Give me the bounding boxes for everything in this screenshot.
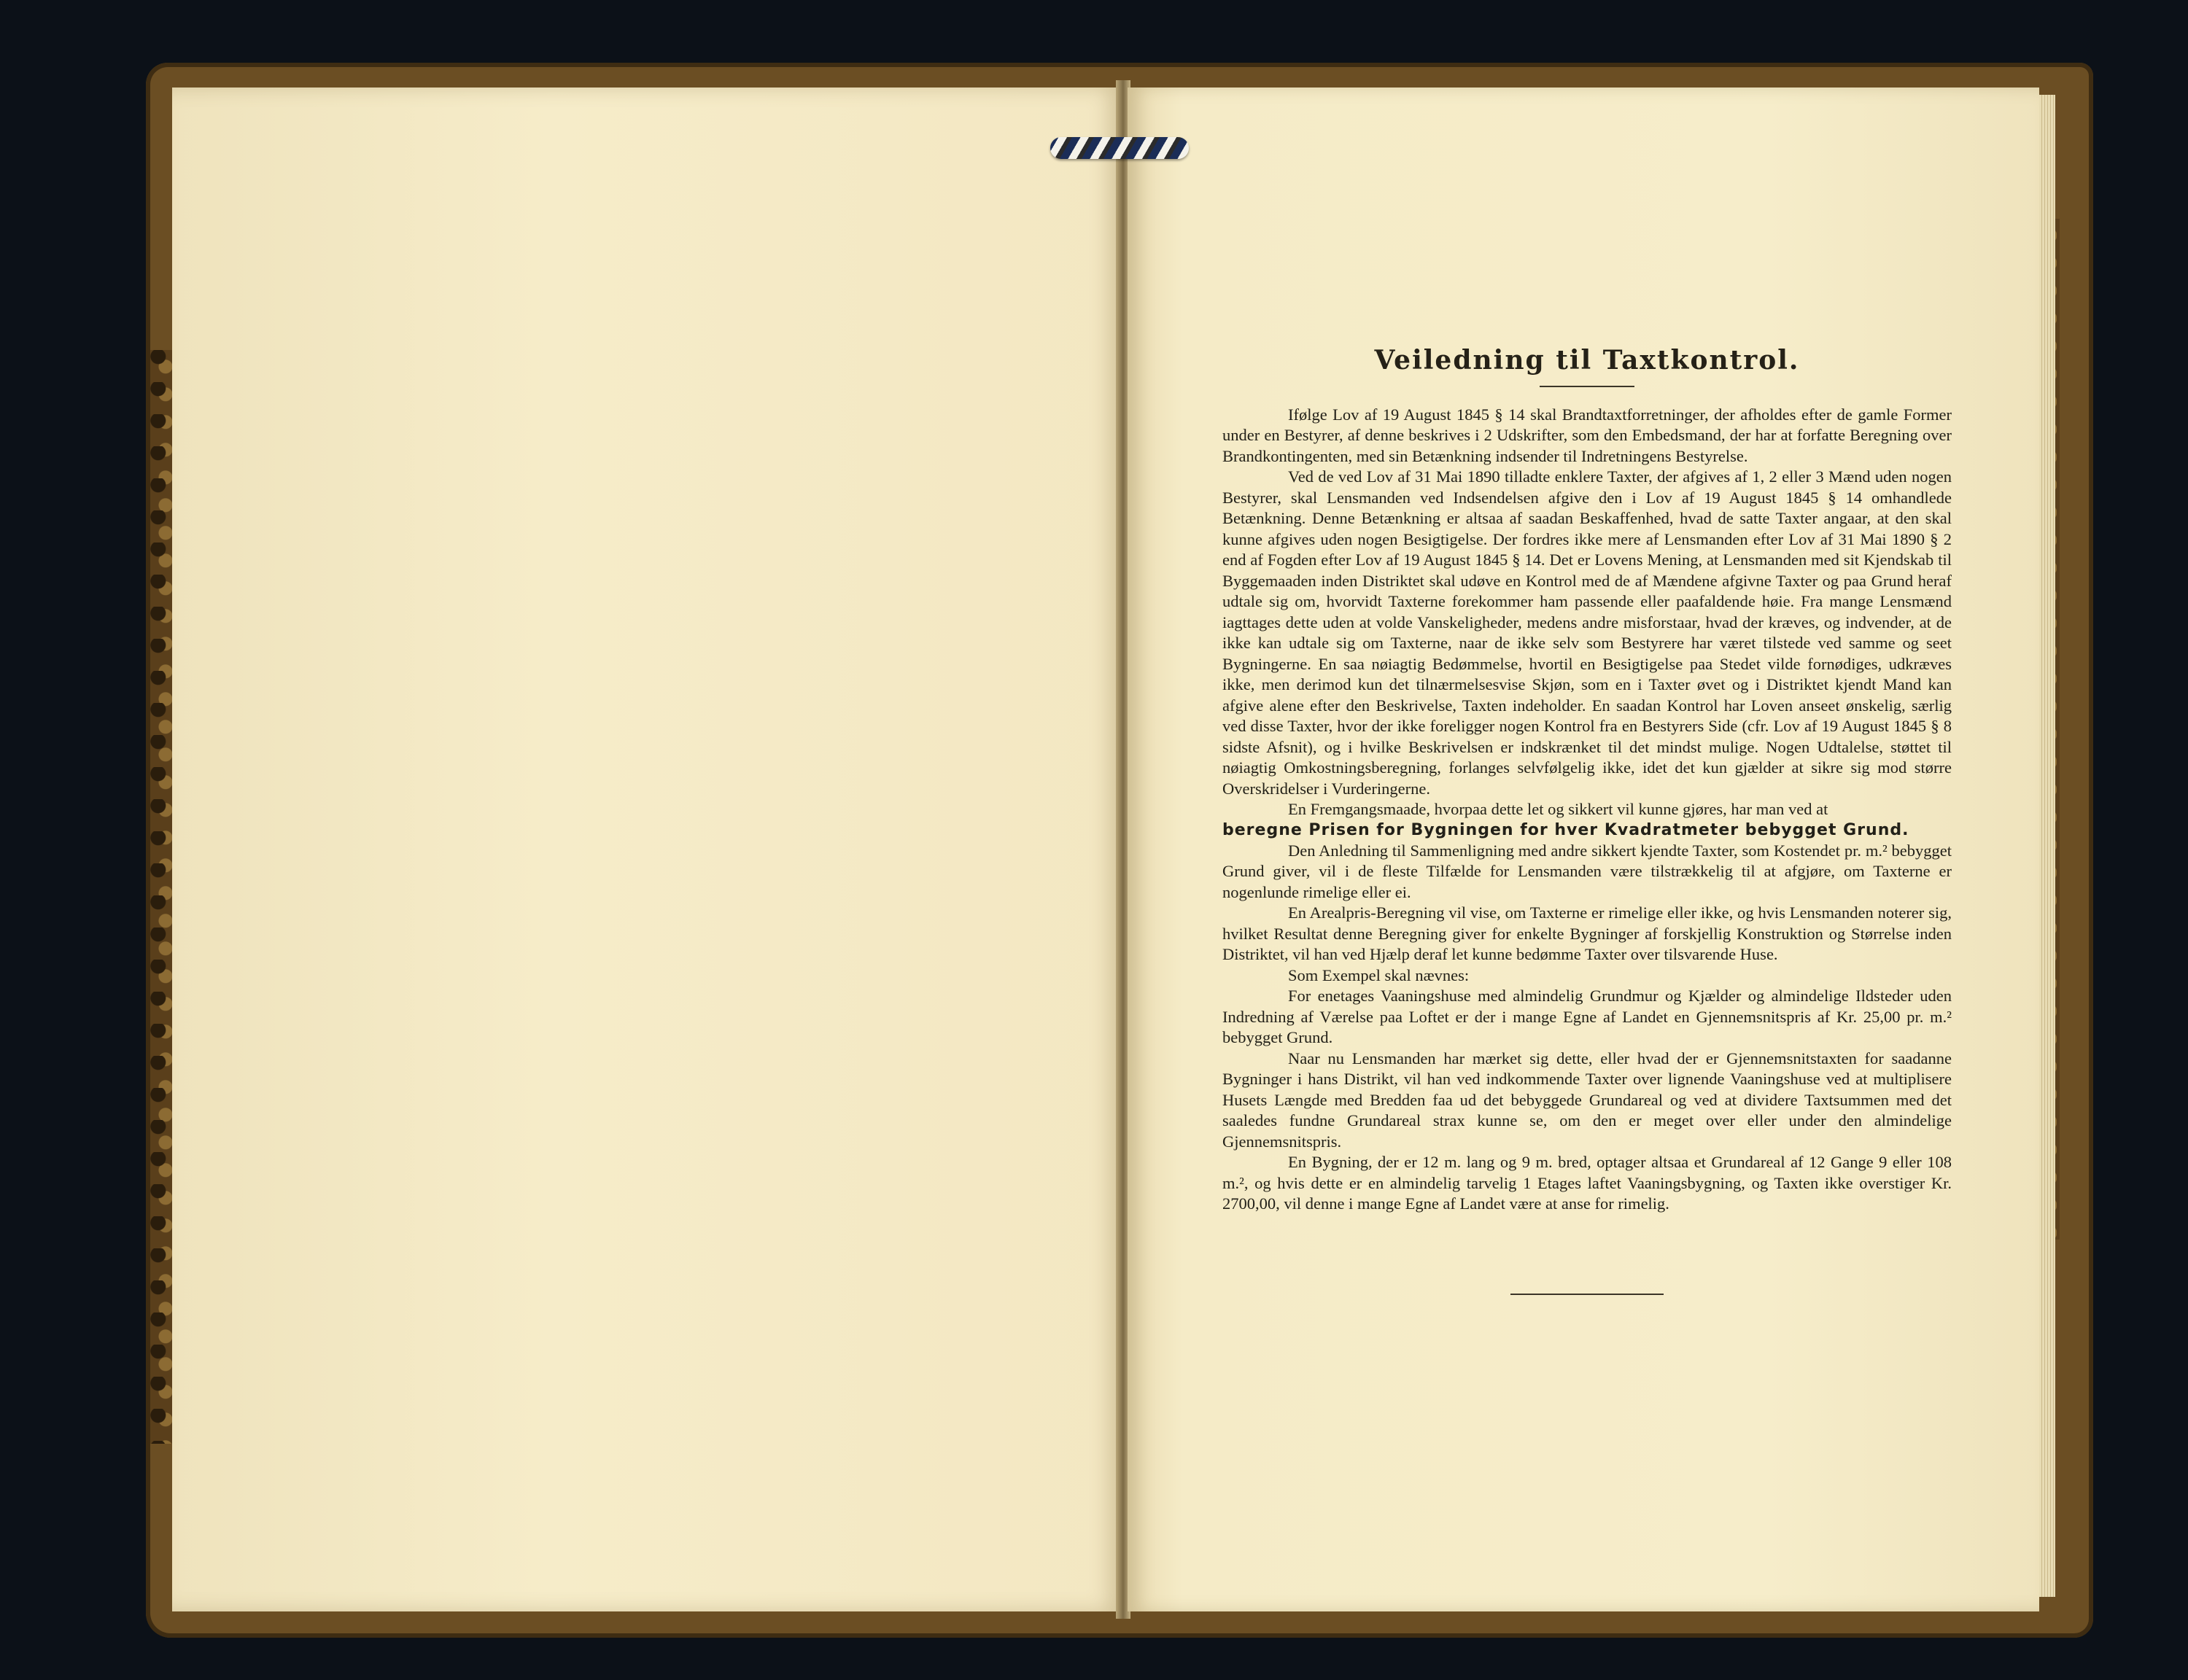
paragraph-8: Naar nu Lensmanden har mærket sig dette, eller hvad der er Gjennemsnitstaxten for saadanne Bygninger i hans Distrikt, vil han ved indkommende Taxter over lignende Vaaningshuse ved at multiplisere Husets Længde med Bredden faa ud det bebyggede Grundareal og ved at dividere Taxtsummen med det saaledes fundne Grundareal strax kunne se, om den er meget over eller under den almindelige Gjennemsnitspris.: [1222, 1049, 1952, 1151]
guidance-text: [1222, 345, 1952, 1295]
paragraph-4: Den Anledning til Sammenligning med andre sikkert kjendte Taxter, som Kostendet pr. m.² bebygget Grund giver, vil i de fleste Tilfælde for Lensmanden være tilstrækkelig til at afgjøre, om Taxterne er nogenlunde rimelige eller ei.: [1222, 841, 1952, 901]
page-edges: [2039, 95, 2055, 1597]
paragraph-5: En Arealpris-Beregning vil vise, om Taxterne er rimelige eller ikke, og hvis Lensmanden noterer sig, hvilket Resultat denne Beregning giver for enkelte Bygninger af forskjellig Konstruktion og Størrelse inden Distriktet, vil han ved Hjælp deraf let kunne bedømme Taxter over tilsvarende Huse.: [1222, 903, 1952, 963]
left-page-bleedthrough: [172, 88, 1122, 1611]
title-rule: [1540, 386, 1634, 387]
paragraph-6: Som Exempel skal nævnes:: [1288, 965, 1470, 984]
left-page: [172, 88, 1122, 1611]
page-title: Veiledning til Taxtkontrol.: [1374, 345, 1800, 376]
emphasis-line: beregne Prisen for Bygningen for hver Kvadratmeter bebygget Grund.: [1222, 820, 1909, 839]
paragraph-1: Ifølge Lov af 19 August 1845 § 14 skal Brandtaxtforretninger, der afholdes efter de gamle Former under en Bestyrer, af denne beskrives i 2 Udskrifter, som den Embedsmand, der har at forfatte Beregning over Brandkontingenten, med sin Betænkning indsender til Indretningens Bestyrelse.: [1222, 405, 1952, 465]
paragraph-3: En Fremgangsmaade, hvorpaa dette let og sikkert vil kunne gjøres, har man ved at: [1288, 800, 1828, 818]
paragraph-7: For enetages Vaaningshuse med almindelig Grundmur og Kjælder og almindelige Ildsteder uden Indredning af Værelse paa Loftet er der i mange Egne af Landet en Gjennemsnitspris af Kr. 25,00 pr. m.² bebygget Grund.: [1222, 987, 1952, 1046]
right-page: [1128, 88, 2039, 1611]
paragraph-2: Ved de ved Lov af 31 Mai 1890 tilladte enklere Taxter, der afgives af 1, 2 eller 3 Mænd uden nogen Bestyrer, skal Lensmanden ved Indsendelsen afgive den i Lov af 19 August 1845 § 14 omhandlede Betænkning. Denne Betænkning er altsaa af saadan Beskaffenhed, hvad de satte Taxter angaar, at den skal kunne afgives uden nogen Besigtigelse. Der fordres ikke mere af Lensmanden efter Lov af 31 Mai 1890 § 2 end af Fogden efter Lov af 19 August 1845 § 14. Det er Lovens Mening, at Lensmanden med sit Kjendskab til Byggemaaden inden Distriktet skal udøve en Kontrol med de af Mændene afgivne Taxter og paa Grund heraf udtale sig om, hvorvidt Taxterne forekommer ham passende eller paafaldende høie. Fra mange Lensmænd iagttages dette uden at volde Vanskeligheder, medens andre misforstaar, hvad der kræves, og indvender, at de ikke kan udtale sig om Taxterne, naar de ikke selv som Bestyrere har været tilstede ved samme og seet Bygningerne. En saa nøiagtig Bedømmelse, hvortil en Besigtigelse paa Stedet vilde fornødiges, udkræves ikke, men derimod kun det tilnærmelsesvise Skjøn, som en i Taxter øvet og i Distriktet kjendt Mand kan afgive alene efter den Beskrivelse, Taxten indeholder. En saadan Kontrol har Loven anseet ønskelig, særlig ved disse Taxter, hvor der ikke foreligger nogen Kontrol fra en Bestyrers Side (cfr. Lov af 19 August 1845 § 8 sidste Afsnit), og i hvilke Beskrivelsen er indskrænket til det mindst mulige. Nogen Udtalelse, støttet til nøiagtig Omkostningsberegning, forlanges selvfølgelig ikke, idet det kun gjælder at sikre sig mod større Overskridelser i Vurderingerne.: [1222, 467, 1952, 798]
paragraph-9: En Bygning, der er 12 m. lang og 9 m. bred, optager altsaa et Grundareal af 12 Gange 9 eller 108 m.², og hvis dette er en almindelig tarvelig 1 Etages laftet Vaaningsbygning, og Taxten ikke overstiger Kr. 2700,00, vil denne i mange Egne af Landet være at anse for rimelig.: [1222, 1153, 1952, 1213]
closing-rule: [1510, 1294, 1664, 1295]
binding-thread: [1050, 137, 1189, 159]
